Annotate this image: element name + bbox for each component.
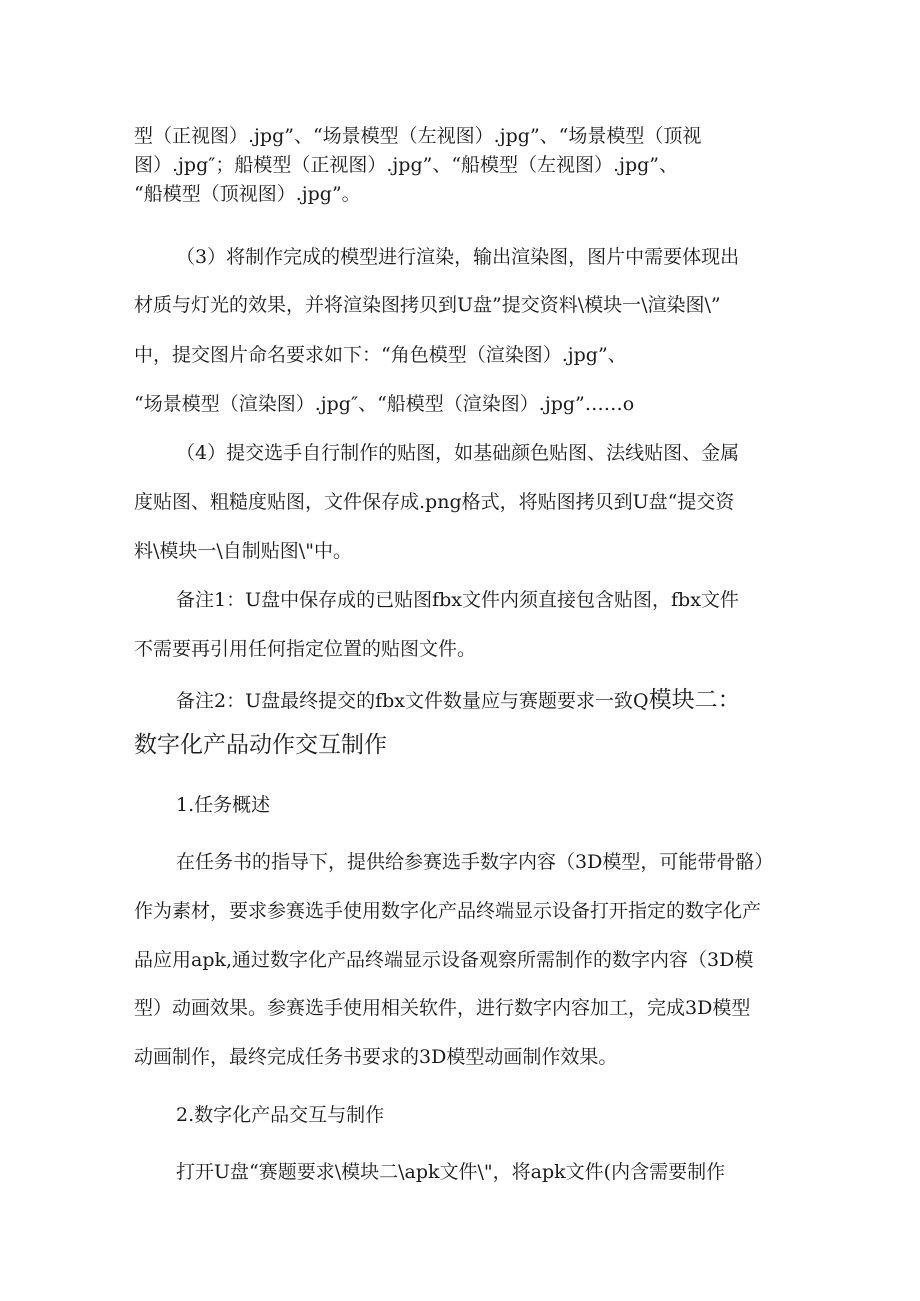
text-line: 不需要再引用任何指定位置的贴图文件。	[134, 638, 477, 660]
text-line: 料\模块一\自制贴图\"中。	[134, 540, 352, 562]
text-line: 备注1：U盘中保存成的已贴图fbx文件内须直接包含贴图，fbx文件	[176, 589, 739, 611]
text-line: 作为素材，要求参赛选手使用数字化产品终端显示设备打开指定的数字化产	[134, 900, 762, 922]
text-line: 打开U盘“赛题要求\模块二\apk文件\"，将apk文件(内含需要制作	[176, 1161, 726, 1183]
text-line: 型（正视图）.jpg”、“场景模型（左视图）.jpg”、“场景模型（顶视	[134, 125, 702, 147]
subsection-heading: 2.数字化产品交互与制作	[176, 1104, 385, 1126]
text-line: 图）.jpg″；船模型（正视图）.jpg”、“船模型（左视图）.jpg”、	[134, 154, 679, 176]
text-line: 度贴图、粗糙度贴图，文件保存成.png格式，将贴图拷贝到U盘“提交资	[134, 491, 735, 513]
text-line: 品应用apk,通过数字化产品终端显示设备观察所需制作的数字内容（3D模	[134, 949, 754, 971]
text-line: 型）动画效果。参赛选手使用相关软件，进行数字内容加工，完成3D模型	[134, 997, 751, 1019]
text-line: “场景模型（渲染图）.jpg″、“船模型（渲染图）.jpg”……o	[134, 393, 635, 415]
section-heading-part: 模块二：	[648, 687, 741, 713]
text-line: （4）提交选手自行制作的贴图，如基础颜色贴图、法线贴图、金属	[176, 442, 740, 464]
note-text: 备注2：U盘最终提交的fbx文件数量应与赛题要求一致Q	[176, 690, 649, 712]
text-line: 在任务书的指导下，提供给参赛选手数字内容（3D模型，可能带骨骼）	[176, 851, 774, 873]
subsection-heading: 1.任务概述	[176, 794, 271, 816]
text-line: “船模型（顶视图）.jpg”。	[134, 183, 361, 205]
text-line	[176, 689, 741, 712]
section-heading: 数字化产品动作交互制作	[134, 732, 387, 758]
text-line: 动画制作，最终完成任务书要求的3D模型动画制作效果。	[134, 1046, 618, 1068]
text-line: 材质与灯光的效果，并将渲染图拷贝到U盘”提交资料\模块一\渲染图\”	[134, 294, 721, 316]
text-line: 中，提交图片命名要求如下：“角色模型（渲染图）.jpg”、	[134, 344, 627, 366]
text-line: （3）将制作完成的模型进行渲染，输出渲染图，图片中需要体现出	[176, 246, 740, 268]
